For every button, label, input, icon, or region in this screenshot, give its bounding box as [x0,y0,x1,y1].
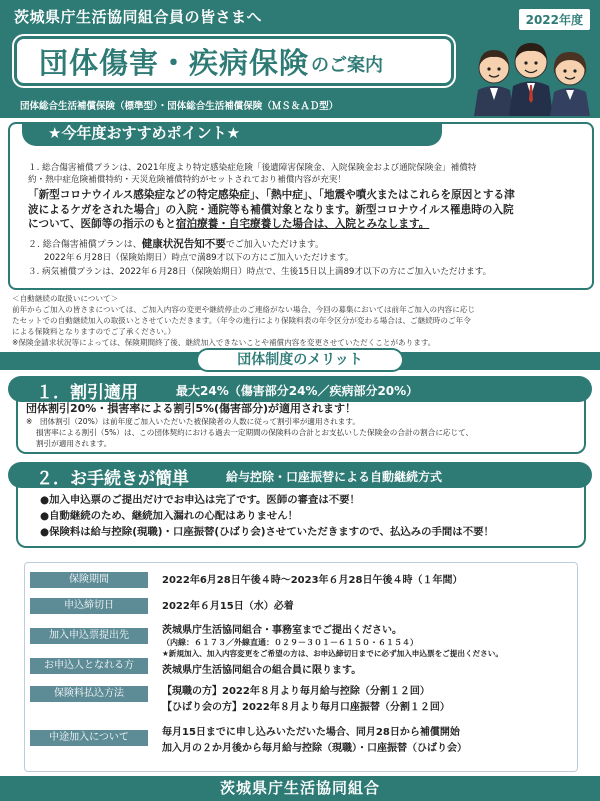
section1-note3: 割引が適用されます。 [36,439,112,448]
recommend-item2-a: ２. 総合傷害補償プランは、 [28,240,142,250]
page-title: 団体傷害・疾病保険 [39,45,310,80]
recommend-bold-line2: 波によるケガをされた場合」の入院・通院等も補償対象となります。新型コロナウイルス罹患時の入院 [28,203,514,216]
title-box [14,36,454,86]
period-label: 保険期間 [30,572,148,588]
page-title-suffix: のご案内 [311,55,384,76]
payment-label: 保険料払込方法 [30,686,148,702]
recommend-bold-text [28,188,588,232]
midterm-label: 中途加入について [30,730,148,746]
recommend-bold-line3b: 宿泊療養・自宅療養した場合は、入院とみなします。 [175,218,430,230]
section2-bullet: ●自動継続のため、継続加入漏れの心配はありません！ [40,510,299,522]
section1-line1: 団体割引20%・損害率による割引5%(傷害部分)が適用されます！ [26,402,357,415]
note-line1: ＜自動継続の取扱いについて＞ [12,294,119,303]
recommend-item1-line2: 約・熱中症危険補償特約・天災危険補償特約がセットされており補償内容が充実！ [28,175,346,185]
recommend-item1-line1: １. 総合傷害補償プランは、2021年度より特定感染症危険「後遺障害保険金、入院保険金および通院保険金」補償特 [28,163,477,173]
recommend-bold-line3 [28,217,588,232]
product-subtitle: 団体総合生活補償保険（標準型）・団体総合生活補償保険（ＭＳ＆ＡＤ型） [20,101,339,112]
footer-org: 茨城県庁生活協同組合 [0,776,600,801]
section2-title: ２．お手続きが簡単 [36,469,189,489]
note-line5: ※保険金請求状況等によっては、保険期間終了後、継続加入できないことや補償内容を変更させていただくことがあります。 [12,338,436,347]
recommend-bold-line1: 「新型コロナウイルス感染症などの特定感染症」、「熱中症」、「地震や噴火またはこれらを原因とする津 [28,189,515,201]
section2-bullet: ●加入申込票のご提出だけでお申込は完了です。医師の審査は不要！ [40,494,360,506]
submit-label: 加入申込票提出先 [30,628,148,644]
midterm-value1: 毎月15日までに申し込みいただいた場合、同月28日から補償開始 [162,727,460,738]
section2-subtitle: 給与控除・口座振替による自動継続方式 [226,470,443,484]
recommend-bold-line3a: について、医師等の指示のもと [28,218,176,230]
staff-illustration-icon [466,30,596,116]
eligible-label: お申込人となれる方 [30,658,148,674]
payment-value1: 【現職の方】2022年８月より毎月給与控除（分割１２回） [162,686,430,697]
section1-title: １．割引適用 [36,383,138,403]
recommend-item2-c: でご加入いただけます。 [225,240,325,250]
merit-label: 団体制度のメリット [196,348,404,372]
submit-value: 茨城県庁生活協同組合・事務室までご提出ください。 [162,625,402,636]
recommend-item2-b: 健康状況告知不要 [141,238,226,250]
submit-tel: （内線：６１７３／外線直通：０２９－３０１－６１５０・６１５４） [162,638,418,647]
eligible-value: 茨城県庁生活協同組合の組合員に限ります。 [162,665,362,676]
section2-bullet: ●保険料は給与控除(現職)・口座振替(ひばり会)させていただきますので、払込みの手間は不要！ [40,526,494,538]
note-line3: たセットでの自動継続加入の取扱いとさせていただきます。（年令の進行により保険料表の年令区分が変わる場合は、ご継続時のご年令 [12,316,471,325]
recommend-item3: ３. 病気補償プランは、2022年６月28日（保険始期日）時点で、生後15日以上満89才以下の方にご加入いただけます。 [28,267,492,277]
year-badge: 2022年度 [519,9,590,30]
section1-note2: 損害率による割引（5%）は、この団体契約における過去一定期間の保険料の合計とお支払いした保険金の合計の割合に応じて、 [36,428,474,437]
deadline-value: 2022年６月15日（水）必着 [162,601,294,612]
note-line2: 前年からご加入の皆さまについては、ご加入内容の変更や継続停止のご連絡がない場合、今回の募集においては前年ご加入の内容に応じ [12,305,476,314]
section1-header [8,376,592,402]
note-line4: による保険料となりますのでご了承ください。） [12,327,176,336]
midterm-value2: 加入月の２か月後から毎月給与控除（現職）・口座振替（ひばり会） [162,743,467,754]
deadline-label: 申込締切日 [30,598,148,614]
period-value: 2022年6月28日午後４時～2023年６月28日午後４時（１年間） [162,575,463,586]
recommend-item2-sub: 2022年６月28日（保険始期日）時点で満89才以下の方にご加入いただけます。 [44,253,354,263]
section2-bullets [40,492,494,540]
payment-value2: 【ひばり会の方】2022年８月より毎月口座振替（分割１２回） [162,702,450,713]
recommend-title: ★今年度おすすめポイント★ [22,122,442,146]
submit-note: ★新規加入、加入内容変更をご希望の方は、お申込締切日までに必ず加入申込票をご提出ください。 [162,649,503,658]
section1-subtitle: 最大24%（傷害部分24%／疾病部分20%） [176,384,419,398]
section1-note1: ※ 団体割引（20%）は前年度ご加入いただいた被保険者の人数に従って割引率が適用されます。 [26,417,360,426]
addressee-text: 茨城県庁生活協同組合員の皆さまへ [14,8,263,26]
recommend-item2 [28,238,586,252]
section2-header [8,462,592,488]
